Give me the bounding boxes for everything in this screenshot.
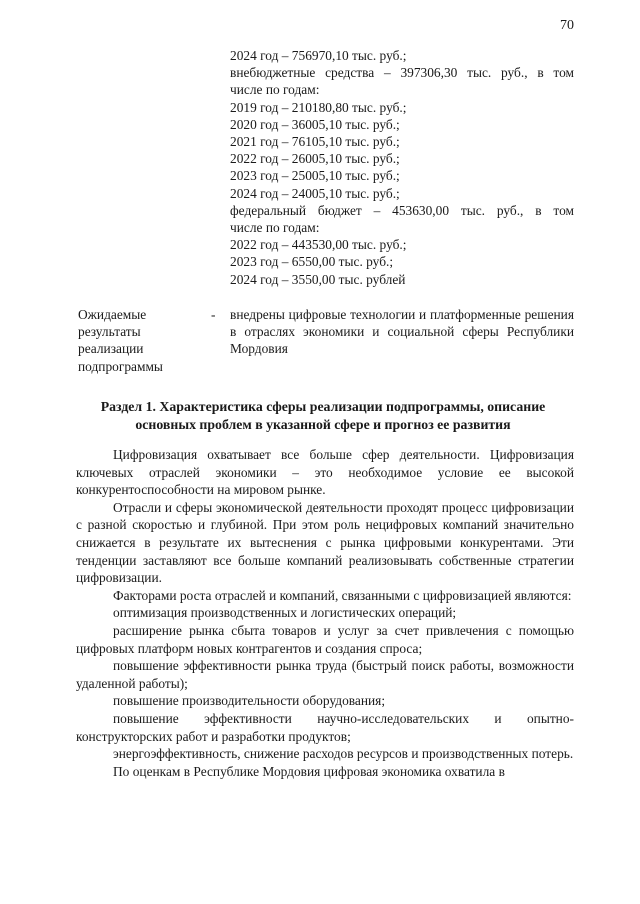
list-item: повышение эффективности рынка труда (быстрый поиск работы, возможности удаленной работы); [76,658,574,691]
funding-line: 2020 год – 36005,10 тыс. руб.; [230,116,400,132]
paragraph: Цифровизация охватывает все больше сфер деятельности. Цифровизация ключевых отраслей экономики – это необходимое условие ее высокой конкурентоспособности на мировом рынке. [76,447,574,498]
funding-line: 2021 год – 76105,10 тыс. руб.; [230,134,400,150]
body-text [76,446,574,780]
funding-line: внебюджетные средства – 397306,30 тыс. руб., в том [230,65,574,81]
funding-line: числе по годам: [230,220,320,236]
funding-line: 2024 год – 756970,10 тыс. руб.; [230,48,407,63]
funding-line: числе по годам: [230,82,320,98]
expected-results-text: внедрены цифровые технологии и платформенные решения в отраслях экономики и социальной сферы Республики Мордовия [230,307,574,357]
funding-line: 2024 год – 3550,00 тыс. рублей [230,271,406,287]
paragraph: Отрасли и сферы экономической деятельности проходят процесс цифровизации с разной скоростью и глубиной. При этом роль нецифровых компаний значительно снижается в результате их вытеснения с рынка цифровыми конкурентами. Эти тенденции заставляют все больше компаний реализовывать собственные стратегии цифровизации. [76,499,574,586]
label-line: результаты [78,324,141,340]
funding-line: 2019 год – 210180,80 тыс. руб.; [230,99,407,115]
label-line: подпрограммы [78,358,163,374]
funding-line: 2023 год – 25005,10 тыс. руб.; [230,168,400,184]
list-item: оптимизация производственных и логистических операций; [113,605,457,621]
list-item: повышение производительности оборудования; [113,693,386,709]
expected-results-label [78,306,198,375]
funding-line: 2022 год – 443530,00 тыс. руб.; [230,237,407,253]
funding-line: 2024 год – 24005,10 тыс. руб.; [230,185,400,201]
list-item: повышение эффективности научно-исследовательских и опытно-конструкторских работ и разработки продуктов; [76,710,574,744]
label-line: Ожидаемые [78,307,147,322]
expected-results-dash: - [211,307,216,322]
label-line: реализации [78,341,144,357]
funding-block [230,47,574,288]
section-title: Раздел 1. Характеристика сферы реализации подпрограммы, описание основных проблем в указанной сфере и прогноз ее развития [100,399,546,432]
funding-line: 2023 год – 6550,00 тыс. руб.; [230,254,394,270]
list-item: энергоэффективность, снижение расходов ресурсов и производственных потерь. [113,746,574,762]
list-item: расширение рынка сбыта товаров и услуг за счет привлечения с помощью цифровых платформ новых контрагентов и создания спроса; [76,622,574,656]
paragraph: По оценкам в Республике Мордовия цифровая экономика охватила в [113,763,505,779]
paragraph: Факторами роста отраслей и компаний, связанными с цифровизацией являются: [113,587,572,603]
page-number: 70 [560,18,574,33]
funding-line: 2022 год – 26005,10 тыс. руб.; [230,151,400,167]
funding-line: федеральный бюджет – 453630,00 тыс. руб., в том [230,202,574,218]
